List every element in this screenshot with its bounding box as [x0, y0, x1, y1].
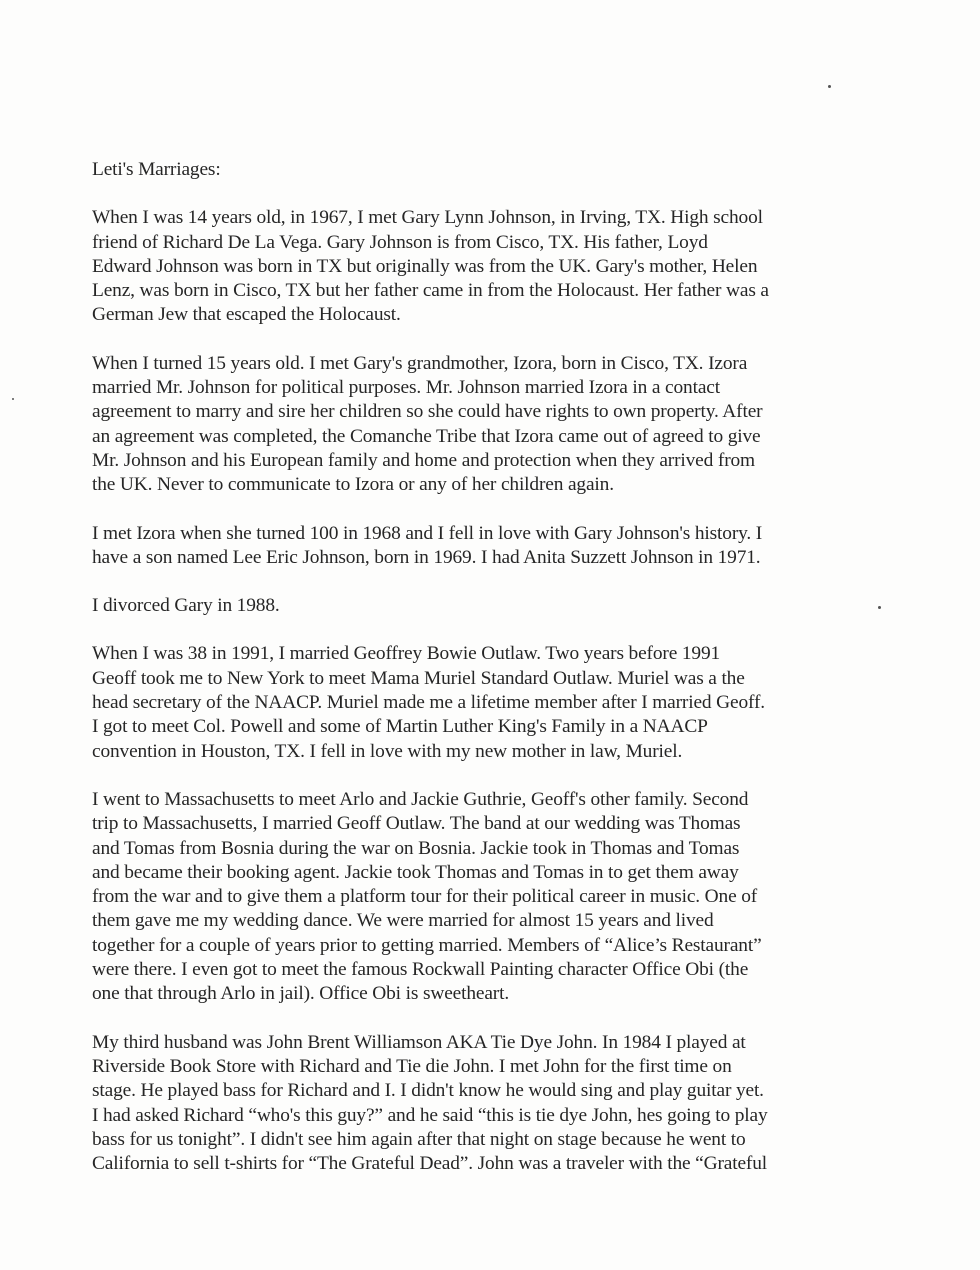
- paragraph: [92, 1031, 868, 1177]
- text-line: I divorced Gary in 1988.: [92, 595, 280, 617]
- text-line: Edward Johnson was born in TX but originally was from the UK. Gary's mother, Helen: [92, 255, 758, 277]
- scan-speck: [828, 85, 831, 88]
- text-line: bass for us tonight”. I didn't see him again after that night on stage because he went to: [92, 1128, 746, 1150]
- scan-speck: [12, 398, 14, 400]
- text-line: them gave me my wedding dance. We were married for almost 15 years and lived: [92, 910, 714, 932]
- paragraph: [92, 522, 868, 571]
- text-line: California to sell t-shirts for “The Grateful Dead”. John was a traveler with the “Grateful: [92, 1153, 768, 1175]
- text-line: When I was 38 in 1991, I married Geoffrey Bowie Outlaw. Two years before 1991: [92, 643, 721, 665]
- text-line: and became their booking agent. Jackie took Thomas and Tomas in to get them away: [92, 861, 739, 883]
- paragraph: [92, 642, 868, 763]
- text-line: agreement to marry and sire her children so she could have rights to own property. After: [92, 401, 763, 423]
- text-line: trip to Massachusetts, I married Geoff Outlaw. The band at our wedding was Thomas: [92, 813, 741, 835]
- paragraph: [92, 594, 868, 618]
- text-line: When I was 14 years old, in 1967, I met Gary Lynn Johnson, in Irving, TX. High school: [92, 207, 763, 229]
- text-line: I went to Massachusetts to meet Arlo and Jackie Guthrie, Geoff's other family. Second: [92, 788, 749, 810]
- paragraph: [92, 352, 868, 498]
- text-line: I met Izora when she turned 100 in 1968 and I fell in love with Gary Johnson's history. I: [92, 522, 763, 544]
- text-line: friend of Richard De La Vega. Gary Johnson is from Cisco, TX. His father, Loyd: [92, 231, 708, 253]
- text-line: When I turned 15 years old. I met Gary's grandmother, Izora, born in Cisco, TX. Izora: [92, 352, 748, 374]
- text-line: and Tomas from Bosnia during the war on Bosnia. Jackie took in Thomas and Tomas: [92, 837, 740, 859]
- text-line: an agreement was completed, the Comanche Tribe that Izora came out of agreed to give: [92, 425, 761, 447]
- document-body: [92, 158, 868, 1200]
- text-line: one that through Arlo in jail). Office Obi is sweetheart.: [92, 983, 510, 1005]
- paragraph: [92, 206, 868, 327]
- text-line: My third husband was John Brent Williamson AKA Tie Dye John. In 1984 I played at: [92, 1031, 746, 1053]
- text-line: Lenz, was born in Cisco, TX but her father came in from the Holocaust. Her father was a: [92, 280, 769, 302]
- paragraph-list: [92, 206, 868, 1176]
- text-line: German Jew that escaped the Holocaust.: [92, 304, 401, 326]
- text-line: together for a couple of years prior to getting married. Members of “Alice’s Restaurant”: [92, 934, 762, 956]
- text-line: have a son named Lee Eric Johnson, born in 1969. I had Anita Suzzett Johnson in 1971.: [92, 546, 761, 568]
- text-line: stage. He played bass for Richard and I. I didn't know he would sing and play guitar yet.: [92, 1080, 764, 1102]
- text-line: Mr. Johnson and his European family and home and protection when they arrived from: [92, 449, 755, 471]
- text-line: were there. I even got to meet the famous Rockwall Painting character Office Obi (the: [92, 959, 749, 981]
- text-line: head secretary of the NAACP. Muriel made me a lifetime member after I married Geoff.: [92, 692, 765, 714]
- scan-speck: [878, 606, 881, 609]
- text-line: I had asked Richard “who's this guy?” and he said “this is tie dye John, hes going to play: [92, 1104, 768, 1126]
- document-heading: Leti's Marriages:: [92, 159, 221, 180]
- text-line: from the war and to give them a platform tour for their political career in music. One of: [92, 886, 758, 908]
- paragraph: [92, 788, 868, 1007]
- text-line: I got to meet Col. Powell and some of Martin Luther King's Family in a NAACP: [92, 716, 708, 738]
- text-line: Geoff took me to New York to meet Mama Muriel Standard Outlaw. Muriel was a the: [92, 667, 745, 689]
- text-line: convention in Houston, TX. I fell in love with my new mother in law, Muriel.: [92, 740, 683, 762]
- text-line: the UK. Never to communicate to Izora or any of her children again.: [92, 474, 614, 496]
- text-line: married Mr. Johnson for political purposes. Mr. Johnson married Izora in a contact: [92, 377, 720, 399]
- text-line: Riverside Book Store with Richard and Tie die John. I met John for the first time on: [92, 1055, 732, 1077]
